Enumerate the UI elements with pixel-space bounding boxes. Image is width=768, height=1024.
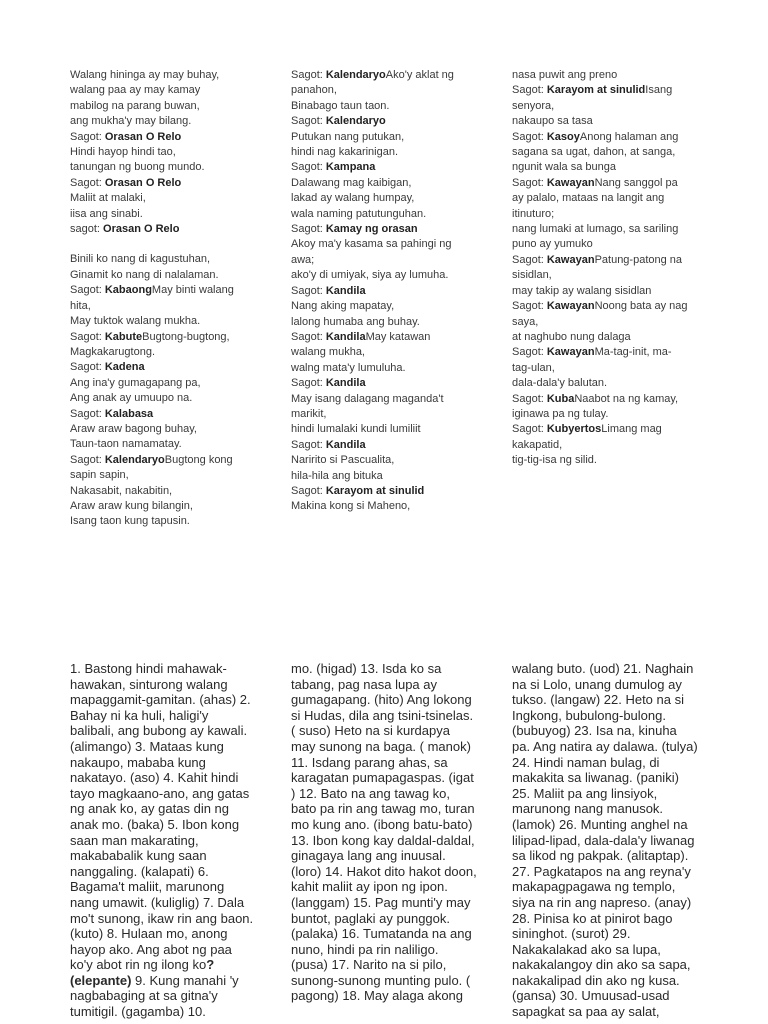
riddle-line: sapin sapin,: [70, 469, 129, 482]
riddle-line: Makina kong si Maheno,: [291, 500, 411, 513]
riddle-line: hila-hila ang bituka: [291, 469, 383, 482]
answer-line: [70, 283, 234, 298]
riddle-line: sisidlan,: [512, 269, 552, 282]
answer-line: [291, 330, 454, 345]
answer-text: Kubyertos: [546, 423, 602, 436]
riddle-line: Ang ina'y gumagapang pa,: [70, 376, 201, 389]
answer-text: Karayom at sinulid: [325, 484, 425, 497]
riddle-line: Binabago taun taon.: [291, 99, 390, 112]
riddle-line: tig-tig-isa ng silid.: [512, 454, 597, 467]
riddle-line: sagana sa ugat, dahon, at sanga,: [512, 146, 676, 159]
answer-line: [70, 130, 234, 145]
bottom-column-text: walang buto. (uod) 21. Naghain na si Lolo, unang dumulog ay tukso. (langaw) 22. Heto na si Ingkong, bubulong-bulong. (bubuyog) 23. Isa na, kinuha pa. Ang natira ay dalawa. (tulya) 24. Hindi naman bulag, di makakita sa liwanag. (paniki) 25. Maliit pa ang linsiyok, marunong nang manusok. (lamok) 26. Munting anghel na lilipad-lipad, dala-dala'y liwanag sa likod ng pakpak. (alitaptap). 27. Pagkatapos na ang reyna'y makapagpagawa ng templo, siya na rin ang napreso. (anay) 28. Pinisa ko at pinirot bago sininghot. (surot) 29. Nakakalakad ako sa lupa, nakakalangoy din ako sa sapa, nakakalipad din ako ng kusa. (gansa) 30. Umuusad-usad sapagkat sa paa ay salat,: [512, 661, 698, 1020]
riddle-line: lakad ay walang humpay,: [291, 192, 415, 205]
answer-text: Kalendaryo: [104, 453, 165, 466]
riddle-continuation: Patung-patong na: [594, 253, 683, 266]
answer-prefix: Sagot:: [70, 407, 105, 420]
answer-prefix: Sagot:: [512, 84, 547, 97]
answer-text: Kawayan: [546, 253, 595, 266]
riddle-line: Naririto si Pascualita,: [291, 454, 395, 467]
riddle-line: Isang taon kung tapusin.: [70, 515, 190, 528]
answer-text: Kandila: [325, 438, 366, 451]
riddle-line: Magkakarugtong.: [70, 345, 155, 358]
riddle-line: Nakasabit, nakabitin,: [70, 484, 173, 497]
answer-text: Kadena: [104, 361, 145, 374]
riddle-line: May tuktok walang mukha.: [70, 315, 201, 328]
answer-prefix: Sagot:: [70, 284, 105, 297]
riddle-line: hindi nag kakarinigan.: [291, 146, 399, 159]
riddle-continuation: May katawan: [365, 330, 431, 343]
answer-line: [291, 376, 454, 391]
riddle-line: dala-dala'y balutan.: [512, 377, 608, 390]
riddle-line: marikit,: [291, 407, 327, 420]
answer-prefix: Sagot:: [512, 300, 547, 313]
answer-line: [291, 484, 454, 499]
riddle-line: nakaupo sa tasa: [512, 115, 593, 128]
riddle-line: Ang anak ay umuupo na.: [70, 392, 193, 405]
answer-prefix: Sagot:: [70, 361, 105, 374]
answer-prefix: Sagot:: [512, 130, 547, 143]
answer-text: Kandila: [325, 284, 366, 297]
riddle-continuation: May binti walang: [151, 284, 234, 297]
riddle-line: ay palalo, mataas na langit ang: [512, 192, 665, 205]
answer-text: Orasan O Relo: [104, 130, 182, 143]
riddle-line: iginawa pa ng tulay.: [512, 407, 609, 420]
riddle-line: Akoy ma'y kasama sa pahingi ng: [291, 238, 452, 251]
riddle-line: ang mukha'y may bilang.: [70, 115, 192, 128]
answer-prefix: Sagot:: [291, 484, 326, 497]
answer-line: [291, 438, 454, 453]
riddle-line: Putukan nang putukan,: [291, 130, 405, 143]
answer-text: Kalendaryo: [325, 115, 386, 128]
bottom-column-3: [512, 661, 698, 1020]
riddle-line: at naghubo nung dalaga: [512, 330, 631, 343]
riddle-line: puno ay yumuko: [512, 238, 593, 251]
answer-line: [70, 360, 234, 375]
riddle-line: walang mukha,: [291, 346, 365, 359]
answer-line: [291, 68, 454, 83]
answer-text: Orasan O Relo: [103, 223, 180, 236]
answer-prefix: Sagot:: [291, 438, 326, 451]
riddle-line: ngunit wala sa bunga: [512, 161, 616, 174]
answer-text: Kawayan: [546, 176, 595, 189]
riddle-line: Ginamit ko nang di nalalaman.: [70, 268, 219, 281]
answer-line: [70, 330, 234, 345]
answer-prefix: Sagot:: [512, 392, 547, 405]
riddle-line: Hindi hayop hindi tao,: [70, 146, 176, 159]
bottom-column-bold: ? (elepante): [70, 957, 215, 988]
riddle-line: nasa puwit ang preno: [512, 69, 618, 81]
bottom-column-2: [291, 661, 477, 1004]
riddle-line: saya,: [512, 315, 539, 328]
answer-prefix: sagot:: [70, 223, 104, 236]
riddle-line: ako'y di umiyak, siya ay lumuha.: [291, 269, 449, 282]
answer-line: [70, 453, 234, 468]
riddle-line: nang lumaki at lumago, sa sariling: [512, 223, 679, 236]
bottom-column-tail: 9. Kung manahi 'y nagbabaging at sa gitna'y tumitigil. (gagamba) 10.: [70, 972, 239, 1020]
riddle-line: wala naming patutunguhan.: [291, 207, 427, 220]
answer-line: [512, 253, 688, 268]
riddle-line: Dalawang mag kaibigan,: [291, 176, 412, 189]
answer-prefix: Sagot:: [291, 69, 326, 81]
riddle-line: kakapatid,: [512, 438, 563, 451]
riddle-continuation: Naabot na ng kamay,: [574, 392, 679, 405]
riddle-continuation: Noong bata ay nag: [594, 300, 688, 313]
answer-line: [70, 407, 234, 422]
answer-text: Kabaong: [104, 284, 152, 297]
riddle-line: may takip ay walang sisidlan: [512, 284, 652, 297]
answer-text: Kuba: [546, 392, 575, 405]
riddle-line: lalong humaba ang buhay.: [291, 315, 420, 328]
answer-text: Kawayan: [546, 346, 595, 359]
riddle-continuation: Bugtong kong: [164, 453, 233, 466]
answer-prefix: Sagot:: [70, 330, 105, 343]
top-column-3: [512, 68, 688, 469]
riddle-line: awa;: [291, 253, 315, 266]
answer-text: Kabute: [104, 330, 143, 343]
answer-text: Kalendaryo: [325, 69, 386, 81]
bottom-column-text: 1. Bastong hindi mahawak-hawakan, sinturong walang mapaggamit-gamitan. (ahas) 2. Bahay ni ka huli, haligi'y balibali, ang bubong ay kawali. (alimango) 3. Mataas kung nakaupo, mababa kung nakatayo. (aso) 4. Kahit hindi tayo magkaano-ano, ang gatas ng anak ko, ay gatas din ng anak mo. (baka) 5. Ibon kong saan man makarating, makababalik kung saan nanggaling. (kalapati) 6. Bagama't maliit, marunong nang umawit. (kuliglig) 7. Dala mo't sunong, ikaw rin ang baon. (kuto) 8. Hulaan mo, anong hayop ako. Ang abot ng paa ko'y abot rin ng ilong ko: [70, 661, 254, 973]
answer-line: [70, 222, 234, 237]
riddle-line: walng mata'y lumuluha.: [291, 361, 406, 374]
answer-prefix: Sagot:: [512, 253, 547, 266]
answer-line: [291, 222, 454, 237]
riddle-line: Walang hininga ay may buhay,: [70, 69, 220, 81]
riddle-line: iisa ang sinabi.: [70, 207, 143, 220]
answer-text: Kampana: [325, 161, 376, 174]
answer-text: Kandila: [325, 377, 366, 390]
bottom-column-text: mo. (higad) 13. Isda ko sa tabang, pag nasa lupa ay gumagapang. (hito) Ang lokong si Hudas, dila ang tsini-tsinelas. ( suso) Heto na si kurdapya may sunong na baga. ( manok) 11. Isdang parang ahas, sa karagatan pumapagaspas. (igat ) 12. Bato na ang tawag ko, bato pa rin ang tawag mo, turan mo kung ano. (ibong batu-bato) 13. Ibon kong kay daldal-daldal, ginagaya lang ang inuusal. (loro) 14. Hakot dito hakot doon, kahit maliit ay ipon ng ipon. (langgam) 15. Pag munti'y may buntot, paglaki ay punggok. (palaka) 16. Tumatanda na ang nuno, hindi pa rin naliligo. (pusa) 17. Narito na si pilo, sunong-sunong munting pulo. ( pagong) 18. May alaga akong: [291, 661, 477, 1004]
riddle-line: mabilog na parang buwan,: [70, 99, 200, 112]
answer-line: [512, 345, 688, 360]
answer-line: [291, 114, 454, 129]
answer-prefix: Sagot:: [291, 161, 326, 174]
answer-line: [291, 160, 454, 175]
answer-prefix: Sagot:: [70, 130, 105, 143]
riddle-line: Taun-taon namamatay.: [70, 438, 182, 451]
answer-text: Kalabasa: [104, 407, 154, 420]
riddle-line: walang paa ay may kamay: [70, 84, 201, 97]
riddle-continuation: Anong halaman ang: [579, 130, 679, 143]
bottom-column-1: [70, 661, 256, 1020]
answer-prefix: Sagot:: [291, 377, 326, 390]
answer-line: [291, 284, 454, 299]
riddle-line: Binili ko nang di kagustuhan,: [70, 253, 211, 266]
top-column-2: [291, 68, 454, 515]
riddle-line: Araw araw bagong buhay,: [70, 422, 197, 435]
answer-text: Orasan O Relo: [104, 176, 182, 189]
answer-prefix: Sagot:: [291, 284, 326, 297]
answer-text: Kandila: [325, 330, 366, 343]
riddle-line: itinuturo;: [512, 207, 555, 220]
riddle-line: tag-ulan,: [512, 361, 555, 374]
riddle-line: senyora,: [512, 99, 555, 112]
answer-line: [512, 392, 688, 407]
riddle-continuation: Ako'y aklat ng: [385, 69, 454, 81]
riddle-line: panahon,: [291, 84, 337, 97]
riddle-line: May isang dalagang maganda't: [291, 392, 444, 405]
answer-line: [512, 130, 688, 145]
riddle-line: hindi lumalaki kundi lumiliit: [291, 423, 421, 436]
riddle-line: hita,: [70, 299, 91, 312]
answer-text: Karayom at sinulid: [546, 84, 646, 97]
answer-line: [512, 176, 688, 191]
block-gap: [70, 237, 234, 252]
answer-prefix: Sagot:: [512, 423, 547, 436]
answer-text: Kasoy: [546, 130, 580, 143]
riddle-line: tanungan ng buong mundo.: [70, 161, 205, 174]
answer-prefix: Sagot:: [291, 330, 326, 343]
answer-line: [512, 83, 688, 98]
answer-text: Kamay ng orasan: [325, 223, 418, 236]
riddle-continuation: Limang mag: [601, 423, 662, 436]
answer-prefix: Sagot:: [291, 223, 326, 236]
riddle-continuation: Isang: [645, 84, 673, 97]
riddle-line: Maliit at malaki,: [70, 192, 146, 205]
answer-text: Kawayan: [546, 300, 595, 313]
riddle-line: Nang aking mapatay,: [291, 300, 395, 313]
riddle-line: Araw araw kung bilangin,: [70, 499, 193, 512]
top-column-1: [70, 68, 234, 530]
answer-line: [512, 299, 688, 314]
answer-line: [70, 176, 234, 191]
answer-prefix: Sagot:: [291, 115, 326, 128]
answer-prefix: Sagot:: [512, 176, 547, 189]
answer-prefix: Sagot:: [70, 453, 105, 466]
answer-prefix: Sagot:: [512, 346, 547, 359]
answer-line: [512, 422, 688, 437]
riddle-continuation: Nang sanggol pa: [594, 176, 678, 189]
answer-prefix: Sagot:: [70, 176, 105, 189]
riddle-continuation: Ma-tag-init, ma-: [594, 346, 672, 359]
riddle-continuation: Bugtong-bugtong,: [142, 330, 230, 343]
